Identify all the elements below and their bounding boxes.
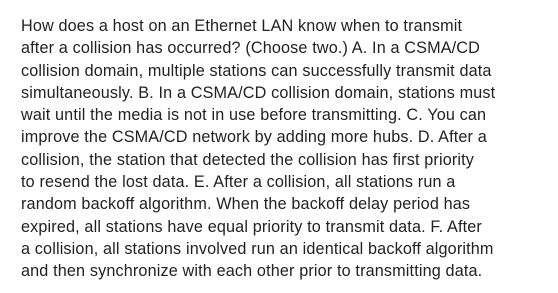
question-line: collision domain, multiple stations can successfully transmit data xyxy=(21,61,492,80)
question-line: after a collision has occurred? (Choose two.) A. In a CSMA/CD xyxy=(21,39,480,58)
question-line: improve the CSMA/CD network by adding more hubs. D. After a xyxy=(21,128,487,147)
question-line: simultaneously. B. In a CSMA/CD collision domain, stations must xyxy=(21,83,496,102)
question-line: collision, the station that detected the collision has first priority xyxy=(21,150,475,169)
question-line: and then synchronize with each other prior to transmitting data. xyxy=(21,262,483,281)
question-line: to resend the lost data. E. After a collision, all stations run a xyxy=(21,173,456,192)
question-line: random backoff algorithm. When the backoff delay period has xyxy=(21,195,471,214)
question-line: How does a host on an Ethernet LAN know when to transmit xyxy=(21,17,463,35)
question-line: a collision, all stations involved run an identical backoff algorithm xyxy=(21,239,494,258)
question-line: expired, all stations have equal priority to transmit data. F. After xyxy=(21,217,482,236)
question-text xyxy=(21,15,545,283)
question-line: wait until the media is not in use before transmitting. C. You can xyxy=(21,106,487,125)
